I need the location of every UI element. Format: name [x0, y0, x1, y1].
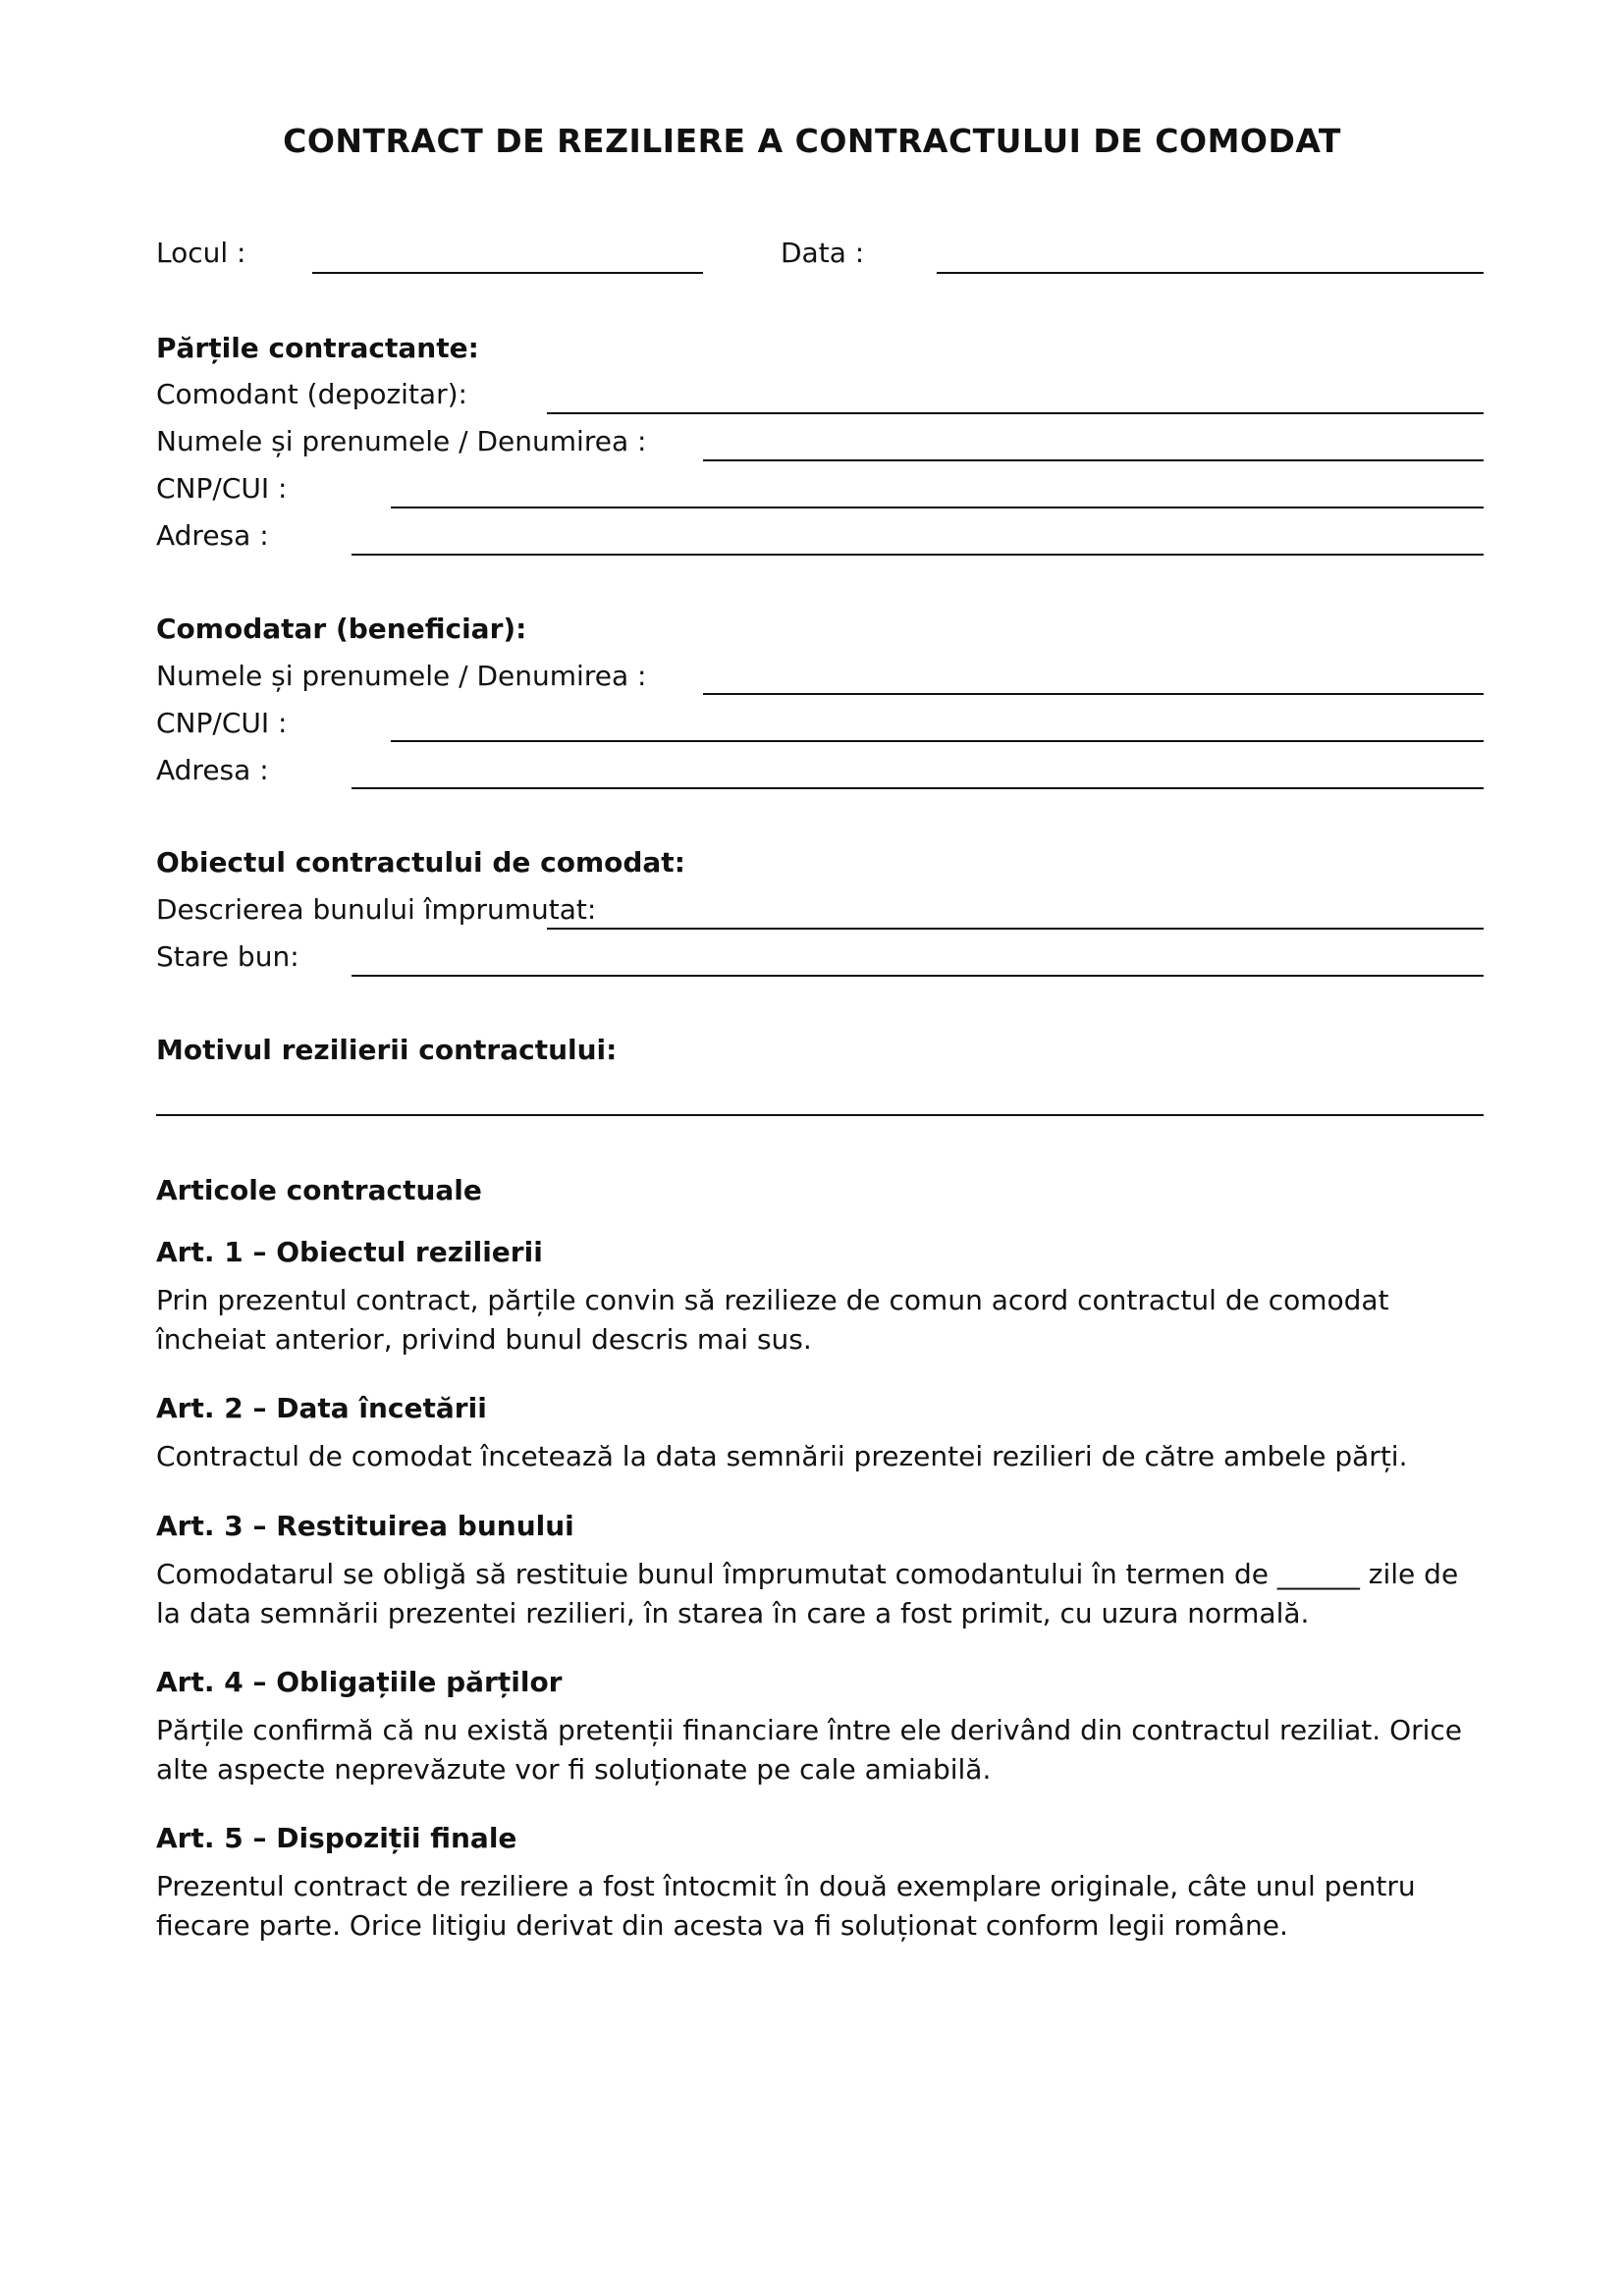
article-2-text: Contractul de comodat încetează la data semnării prezentei rezilieri de către ambele părți. — [156, 1440, 1408, 1472]
parties-heading: Părțile contractante: — [156, 332, 479, 364]
article-5-title: Art. 5 – Dispoziții finale — [156, 1822, 517, 1854]
comodatar-id-field[interactable] — [391, 740, 1484, 742]
article-1-text: Prin prezentul contract, părțile convin să rezilieze de comun acord contractul de comodat încheiat anterior, privind bunul descris mai sus. — [156, 1284, 1389, 1356]
date-field[interactable] — [937, 272, 1484, 274]
article-4-text: Părțile confirmă că nu există pretenții financiare între ele derivând din contractul reziliat. Orice alte aspecte neprevăzute vor fi soluționate pe cale amiabilă. — [156, 1714, 1463, 1786]
place-label: Locul : — [156, 237, 246, 269]
place-field[interactable] — [312, 272, 703, 274]
article-2-title: Art. 2 – Data încetării — [156, 1392, 487, 1424]
comodant-address-label: Adresa : — [156, 519, 269, 552]
comodant-address-field[interactable] — [352, 554, 1484, 556]
comodant-role-field[interactable] — [547, 412, 1484, 414]
comodatar-address-field[interactable] — [352, 787, 1484, 789]
object-condition-label: Stare bun: — [156, 940, 299, 973]
comodant-role-label: Comodant (depozitar): — [156, 378, 467, 410]
article-3-title: Art. 3 – Restituirea bunului — [156, 1510, 574, 1542]
object-description-field[interactable] — [547, 928, 1484, 930]
object-description-label: Descrierea bunului împrumutat: — [156, 893, 597, 926]
comodatar-id-label: CNP/CUI : — [156, 707, 288, 739]
comodant-id-field[interactable] — [391, 507, 1484, 508]
object-condition-field[interactable] — [352, 975, 1484, 977]
comodatar-address-label: Adresa : — [156, 754, 269, 786]
object-heading: Obiectul contractului de comodat: — [156, 846, 685, 879]
document-title: CONTRACT DE REZILIERE A CONTRACTULUI DE COMODAT — [283, 122, 1341, 160]
comodatar-heading: Comodatar (beneficiar): — [156, 613, 527, 645]
articles-heading: Articole contractuale — [156, 1174, 482, 1206]
article-5-text: Prezentul contract de reziliere a fost întocmit în două exemplare originale, câte unul pentru fiecare parte. Orice litigiu derivat din acesta va fi soluționat conform legii române. — [156, 1870, 1416, 1942]
article-4-title: Art. 4 – Obligațiile părților — [156, 1666, 563, 1698]
comodatar-name-field[interactable] — [703, 693, 1484, 695]
comodatar-name-label: Numele și prenumele / Denumirea : — [156, 660, 647, 692]
article-3-text: Comodatarul se obligă să restituie bunul împrumutat comodantului în termen de ______ zile de la data semnării prezentei rezilieri, în starea în care a fost primit, cu uzura normală. — [156, 1558, 1459, 1629]
comodant-id-label: CNP/CUI : — [156, 472, 288, 505]
reason-heading: Motivul rezilierii contractului: — [156, 1034, 618, 1066]
reason-field[interactable] — [156, 1114, 1484, 1116]
article-1-title: Art. 1 – Obiectul rezilierii — [156, 1236, 543, 1268]
comodant-name-field[interactable] — [703, 459, 1484, 461]
date-label: Data : — [781, 237, 865, 269]
comodant-name-label: Numele și prenumele / Denumirea : — [156, 425, 647, 457]
